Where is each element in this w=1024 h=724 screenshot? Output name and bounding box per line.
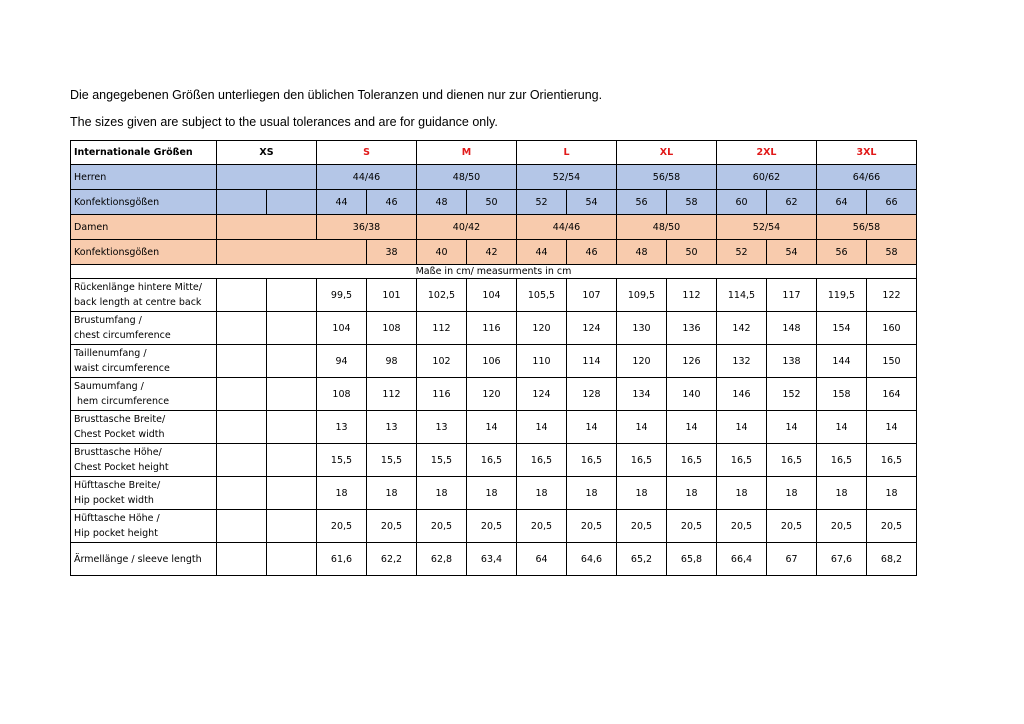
- measurement-value: 98: [367, 345, 417, 378]
- measurement-row: [71, 378, 917, 411]
- measurement-row: [71, 444, 917, 477]
- measurement-value: 18: [317, 477, 367, 510]
- damen-konf-size: 46: [567, 240, 617, 265]
- units-label: Maße in cm/ measurments in cm: [71, 265, 917, 279]
- measurement-label: [71, 444, 217, 477]
- measurement-value: 102,5: [417, 279, 467, 312]
- measurement-value: 117: [767, 279, 817, 312]
- measurement-value: 105,5: [517, 279, 567, 312]
- measurement-label-de: Taillenumfang /: [74, 348, 147, 359]
- measurement-label: [71, 543, 217, 576]
- measurement-value: 140: [667, 378, 717, 411]
- empty-cell: [267, 345, 317, 378]
- damen-konf-size: 42: [467, 240, 517, 265]
- measurement-value: 16,5: [467, 444, 517, 477]
- measurement-value: 112: [367, 378, 417, 411]
- measurement-value: 16,5: [667, 444, 717, 477]
- measurement-value: 20,5: [867, 510, 917, 543]
- intl-size-label: XL: [617, 141, 717, 165]
- empty-cell: [217, 345, 267, 378]
- measurement-row: [71, 510, 917, 543]
- measurement-label-de: Saumumfang /: [74, 381, 144, 392]
- herren-size-group: 48/50: [417, 165, 517, 190]
- measurement-label: [71, 345, 217, 378]
- herren-konf-size: 58: [667, 190, 717, 215]
- measurement-value: 16,5: [817, 444, 867, 477]
- measurement-value: 119,5: [817, 279, 867, 312]
- damen-size-group: 48/50: [617, 215, 717, 240]
- measurement-label: [71, 411, 217, 444]
- empty-cell: [267, 411, 317, 444]
- measurement-value: 18: [867, 477, 917, 510]
- damen-konf-size: 48: [617, 240, 667, 265]
- measurement-label-en: Chest Pocket width: [74, 429, 165, 440]
- measurement-label: [71, 510, 217, 543]
- herren-konf-size: 50: [467, 190, 517, 215]
- damen-size-group: 44/46: [517, 215, 617, 240]
- measurement-value: 14: [567, 411, 617, 444]
- measurement-value: 124: [517, 378, 567, 411]
- damen-konf-size: 40: [417, 240, 467, 265]
- measurement-value: 152: [767, 378, 817, 411]
- note-english: The sizes given are subject to the usual tolerances and are for guidance only.: [70, 115, 498, 129]
- measurement-value: 67,6: [817, 543, 867, 576]
- measurement-value: 18: [667, 477, 717, 510]
- measurement-value: 67: [767, 543, 817, 576]
- measurement-value: 18: [517, 477, 567, 510]
- damen-size-group: 40/42: [417, 215, 517, 240]
- measurement-label-de: Brusttasche Höhe/: [74, 447, 162, 458]
- measurement-value: 124: [567, 312, 617, 345]
- measurement-label-en: waist circumference: [74, 363, 170, 374]
- measurement-row: [71, 477, 917, 510]
- herren-size-group: 44/46: [317, 165, 417, 190]
- measurement-value: 148: [767, 312, 817, 345]
- intl-size-label: XS: [217, 141, 317, 165]
- row-label: Konfektionsgößen: [71, 190, 217, 215]
- damen-konf-size: 38: [367, 240, 417, 265]
- measurement-label-en: Hip pocket width: [74, 495, 154, 506]
- empty-cell: [267, 543, 317, 576]
- measurement-value: 68,2: [867, 543, 917, 576]
- damen-konf-size: 44: [517, 240, 567, 265]
- measurement-value: 20,5: [617, 510, 667, 543]
- measurement-row: [71, 279, 917, 312]
- measurement-value: 61,6: [317, 543, 367, 576]
- measurement-value: 66,4: [717, 543, 767, 576]
- herren-konf-size: 64: [817, 190, 867, 215]
- measurement-label-de: Rückenlänge hintere Mitte/: [74, 282, 202, 293]
- intl-size-label: 3XL: [817, 141, 917, 165]
- measurement-row: [71, 411, 917, 444]
- measurement-row: [71, 543, 917, 576]
- measurement-value: 13: [317, 411, 367, 444]
- herren-konf-size: 56: [617, 190, 667, 215]
- measurement-value: 14: [867, 411, 917, 444]
- empty-cell: [217, 477, 267, 510]
- empty-cell: [217, 190, 267, 215]
- measurement-value: 18: [767, 477, 817, 510]
- herren-size-group: 60/62: [717, 165, 817, 190]
- damen-konf-size: 58: [867, 240, 917, 265]
- measurement-value: 16,5: [617, 444, 667, 477]
- measurement-value: 20,5: [717, 510, 767, 543]
- measurement-value: 14: [717, 411, 767, 444]
- herren-konf-size: 52: [517, 190, 567, 215]
- measurement-value: 108: [367, 312, 417, 345]
- measurement-value: 128: [567, 378, 617, 411]
- measurement-value: 20,5: [567, 510, 617, 543]
- herren-size-group: 64/66: [817, 165, 917, 190]
- measurement-label-de: Hüfttasche Breite/: [74, 480, 161, 491]
- measurement-row: [71, 345, 917, 378]
- measurement-value: 15,5: [317, 444, 367, 477]
- measurement-value: 114,5: [717, 279, 767, 312]
- measurement-value: 16,5: [717, 444, 767, 477]
- measurement-value: 14: [817, 411, 867, 444]
- measurement-value: 102: [417, 345, 467, 378]
- measurement-label-de: Brusttasche Breite/: [74, 414, 166, 425]
- herren-konf-size: 46: [367, 190, 417, 215]
- damen-size-group: 36/38: [317, 215, 417, 240]
- measurement-value: 101: [367, 279, 417, 312]
- measurement-value: 14: [767, 411, 817, 444]
- size-chart-table: [70, 140, 917, 576]
- measurement-value: 65,2: [617, 543, 667, 576]
- measurement-value: 14: [617, 411, 667, 444]
- measurement-label-en: chest circumference: [74, 330, 171, 341]
- measurement-value: 20,5: [467, 510, 517, 543]
- row-herren-konfektion: [71, 190, 917, 215]
- damen-size-group: 56/58: [817, 215, 917, 240]
- measurement-value: 20,5: [517, 510, 567, 543]
- measurement-value: 20,5: [417, 510, 467, 543]
- measurement-value: 107: [567, 279, 617, 312]
- measurement-value: 16,5: [867, 444, 917, 477]
- measurement-value: 144: [817, 345, 867, 378]
- measurement-value: 64,6: [567, 543, 617, 576]
- measurement-value: 16,5: [517, 444, 567, 477]
- measurement-value: 109,5: [617, 279, 667, 312]
- measurement-value: 94: [317, 345, 367, 378]
- measurement-value: 18: [567, 477, 617, 510]
- damen-konf-size: 52: [717, 240, 767, 265]
- measurement-label: [71, 378, 217, 411]
- measurement-value: 116: [417, 378, 467, 411]
- row-units: [71, 265, 917, 279]
- herren-konf-size: 60: [717, 190, 767, 215]
- measurement-row: [71, 312, 917, 345]
- herren-konf-size: 54: [567, 190, 617, 215]
- row-label: Konfektionsgößen: [71, 240, 217, 265]
- measurement-value: 158: [817, 378, 867, 411]
- measurement-value: 120: [617, 345, 667, 378]
- empty-cell: [267, 510, 317, 543]
- measurement-value: 14: [667, 411, 717, 444]
- damen-konf-size: 56: [817, 240, 867, 265]
- measurement-label-de: Hüfttasche Höhe /: [74, 513, 160, 524]
- measurement-value: 15,5: [367, 444, 417, 477]
- measurement-value: 122: [867, 279, 917, 312]
- measurement-value: 20,5: [317, 510, 367, 543]
- empty-cell: [217, 510, 267, 543]
- measurement-label-en: Chest Pocket height: [74, 462, 169, 473]
- measurement-value: 164: [867, 378, 917, 411]
- measurement-label-de: Ärmellänge / sleeve length: [74, 553, 202, 565]
- measurement-value: 126: [667, 345, 717, 378]
- empty-cell: [217, 378, 267, 411]
- empty-cell: [217, 411, 267, 444]
- measurement-value: 64: [517, 543, 567, 576]
- row-label: Herren: [71, 165, 217, 190]
- measurement-value: 120: [517, 312, 567, 345]
- measurement-label-de: Brustumfang /: [74, 315, 142, 326]
- herren-konf-size: 48: [417, 190, 467, 215]
- herren-konf-size: 44: [317, 190, 367, 215]
- row-damen: [71, 215, 917, 240]
- measurement-value: 15,5: [417, 444, 467, 477]
- intl-size-label: M: [417, 141, 517, 165]
- measurement-value: 116: [467, 312, 517, 345]
- measurement-value: 154: [817, 312, 867, 345]
- row-label: Damen: [71, 215, 217, 240]
- measurement-value: 20,5: [367, 510, 417, 543]
- measurement-value: 13: [417, 411, 467, 444]
- intl-size-label: 2XL: [717, 141, 817, 165]
- intl-size-label: L: [517, 141, 617, 165]
- measurement-value: 13: [367, 411, 417, 444]
- measurement-value: 16,5: [767, 444, 817, 477]
- measurement-value: 142: [717, 312, 767, 345]
- measurement-value: 20,5: [817, 510, 867, 543]
- measurement-value: 136: [667, 312, 717, 345]
- measurement-value: 18: [817, 477, 867, 510]
- empty-cell: [267, 279, 317, 312]
- measurement-value: 120: [467, 378, 517, 411]
- measurement-value: 114: [567, 345, 617, 378]
- empty-cell: [217, 543, 267, 576]
- row-damen-konfektion: [71, 240, 917, 265]
- measurement-value: 99,5: [317, 279, 367, 312]
- row-international-sizes: [71, 141, 917, 165]
- measurement-value: 104: [467, 279, 517, 312]
- measurement-label-en: back length at centre back: [74, 297, 202, 308]
- measurement-value: 146: [717, 378, 767, 411]
- intl-size-label: S: [317, 141, 417, 165]
- measurement-value: 18: [417, 477, 467, 510]
- measurement-value: 110: [517, 345, 567, 378]
- measurement-value: 108: [317, 378, 367, 411]
- empty-cell: [267, 378, 317, 411]
- measurement-value: 160: [867, 312, 917, 345]
- empty-cell: [267, 444, 317, 477]
- measurement-value: 65,8: [667, 543, 717, 576]
- note-german: Die angegebenen Größen unterliegen den üblichen Toleranzen und dienen nur zur Orientierung.: [70, 88, 603, 102]
- empty-cell: [267, 477, 317, 510]
- measurement-value: 150: [867, 345, 917, 378]
- measurement-value: 132: [717, 345, 767, 378]
- measurement-label: [71, 312, 217, 345]
- measurement-value: 16,5: [567, 444, 617, 477]
- empty-cell: [267, 312, 317, 345]
- measurement-value: 134: [617, 378, 667, 411]
- herren-size-group: 52/54: [517, 165, 617, 190]
- herren-konf-size: 66: [867, 190, 917, 215]
- measurement-label: [71, 477, 217, 510]
- measurement-value: 112: [667, 279, 717, 312]
- measurement-value: 130: [617, 312, 667, 345]
- measurement-value: 104: [317, 312, 367, 345]
- row-label: Internationale Größen: [71, 141, 217, 165]
- measurement-value: 18: [467, 477, 517, 510]
- empty-cell: [217, 279, 267, 312]
- measurement-value: 18: [617, 477, 667, 510]
- measurement-value: 14: [467, 411, 517, 444]
- row-herren: [71, 165, 917, 190]
- empty-cell: [267, 190, 317, 215]
- measurement-label-en: Hip pocket height: [74, 528, 158, 539]
- empty-cell: [217, 165, 317, 190]
- measurement-label-en: hem circumference: [74, 396, 170, 407]
- measurement-label: [71, 279, 217, 312]
- empty-cell: [217, 240, 367, 265]
- measurement-value: 63,4: [467, 543, 517, 576]
- empty-cell: [217, 444, 267, 477]
- measurement-value: 18: [367, 477, 417, 510]
- measurement-value: 62,8: [417, 543, 467, 576]
- measurement-value: 138: [767, 345, 817, 378]
- empty-cell: [217, 215, 317, 240]
- empty-cell: [217, 312, 267, 345]
- measurement-value: 106: [467, 345, 517, 378]
- measurement-value: 18: [717, 477, 767, 510]
- damen-konf-size: 50: [667, 240, 717, 265]
- measurement-value: 20,5: [667, 510, 717, 543]
- measurement-value: 20,5: [767, 510, 817, 543]
- damen-size-group: 52/54: [717, 215, 817, 240]
- measurement-value: 14: [517, 411, 567, 444]
- herren-size-group: 56/58: [617, 165, 717, 190]
- damen-konf-size: 54: [767, 240, 817, 265]
- measurement-value: 62,2: [367, 543, 417, 576]
- herren-konf-size: 62: [767, 190, 817, 215]
- measurement-value: 112: [417, 312, 467, 345]
